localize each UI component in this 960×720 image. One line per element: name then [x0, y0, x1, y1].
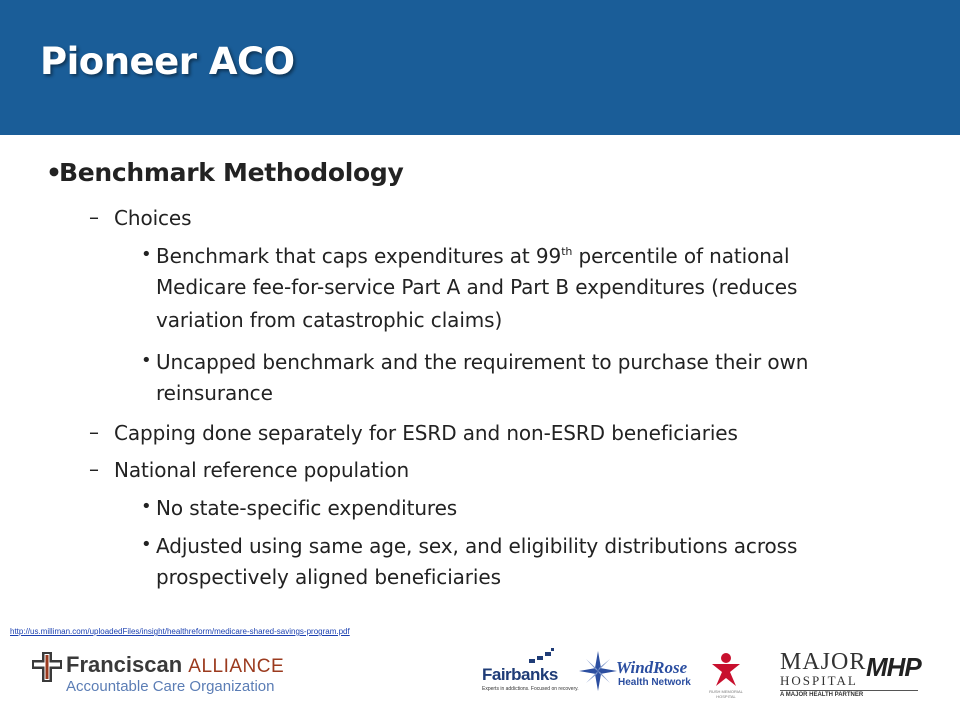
fairbanks-mark-icon: [527, 647, 557, 667]
major-name: MAJOR: [780, 649, 867, 675]
option1-text-b: percentile of national: [572, 244, 790, 268]
sub-bullet-capping: Capping done separately for ESRD and non-ESRD beneficiaries: [114, 421, 738, 445]
major-hospital-word: HOSPITAL: [780, 673, 858, 688]
dot-glyph: •: [141, 496, 152, 517]
alliance-word: ALLIANCE: [188, 656, 285, 677]
franciscan-cross-icon: [30, 650, 64, 684]
title-bar: [0, 0, 960, 135]
dash-glyph: –: [89, 205, 99, 229]
windrose-subtitle: Health Network: [618, 677, 691, 688]
bullet-benchmark-methodology: [46, 158, 403, 187]
option2-line2: reinsurance: [156, 381, 273, 405]
bullet-benchmark-methodology-text: Benchmark Methodology: [59, 158, 404, 187]
dot-glyph: •: [141, 534, 152, 555]
major-tagline: A MAJOR HEALTH PARTNER: [780, 692, 864, 698]
windrose-name: WindRose: [616, 658, 688, 677]
sub2-line2: prospectively aligned beneficiaries: [156, 565, 501, 589]
slide-title: Pioneer ACO: [40, 40, 295, 83]
rush-figure-icon: [704, 650, 748, 688]
dash-glyph: –: [89, 420, 99, 444]
option1-line1: [156, 241, 789, 272]
sub-bullet-national: National reference population: [114, 458, 410, 482]
dot-glyph: •: [141, 350, 152, 371]
franciscan-subtitle: Accountable Care Organization: [66, 678, 275, 695]
fairbanks-tagline: Experts in addictions. Focused on recovery.: [482, 686, 579, 692]
dot-glyph: •: [141, 244, 152, 265]
bullet-glyph: •: [46, 158, 62, 187]
option1-text-a: Benchmark that caps expenditures at 99: [156, 244, 562, 268]
sub1-line: No state-specific expenditures: [156, 496, 458, 520]
franciscan-word: Franciscan: [66, 652, 183, 677]
sub-bullet-choices: Choices: [114, 206, 192, 230]
option1-line3: variation from catastrophic claims): [156, 308, 503, 332]
option1-line2: Medicare fee-for-service Part A and Part B expenditures (reduces: [156, 275, 798, 299]
source-link[interactable]: http://us.milliman.com/uploadedFiles/insight/healthreform/medicare-shared-savings-program.pdf: [10, 627, 350, 636]
fairbanks-logo: Fairbanks: [482, 665, 558, 684]
sub2-line1: Adjusted using same age, sex, and eligibility distributions across: [156, 534, 798, 558]
major-divider: [780, 690, 918, 691]
rush-memorial-name: RUSH MEMORIAL HOSPITAL: [709, 689, 743, 699]
franciscan-name: [66, 652, 284, 678]
dash-glyph: –: [89, 457, 99, 481]
option2-line1: Uncapped benchmark and the requirement to purchase their own: [156, 350, 809, 374]
mhp-logo: MHP: [866, 652, 921, 682]
compass-rose-icon: [578, 650, 618, 692]
option1-superscript: th: [561, 245, 573, 258]
